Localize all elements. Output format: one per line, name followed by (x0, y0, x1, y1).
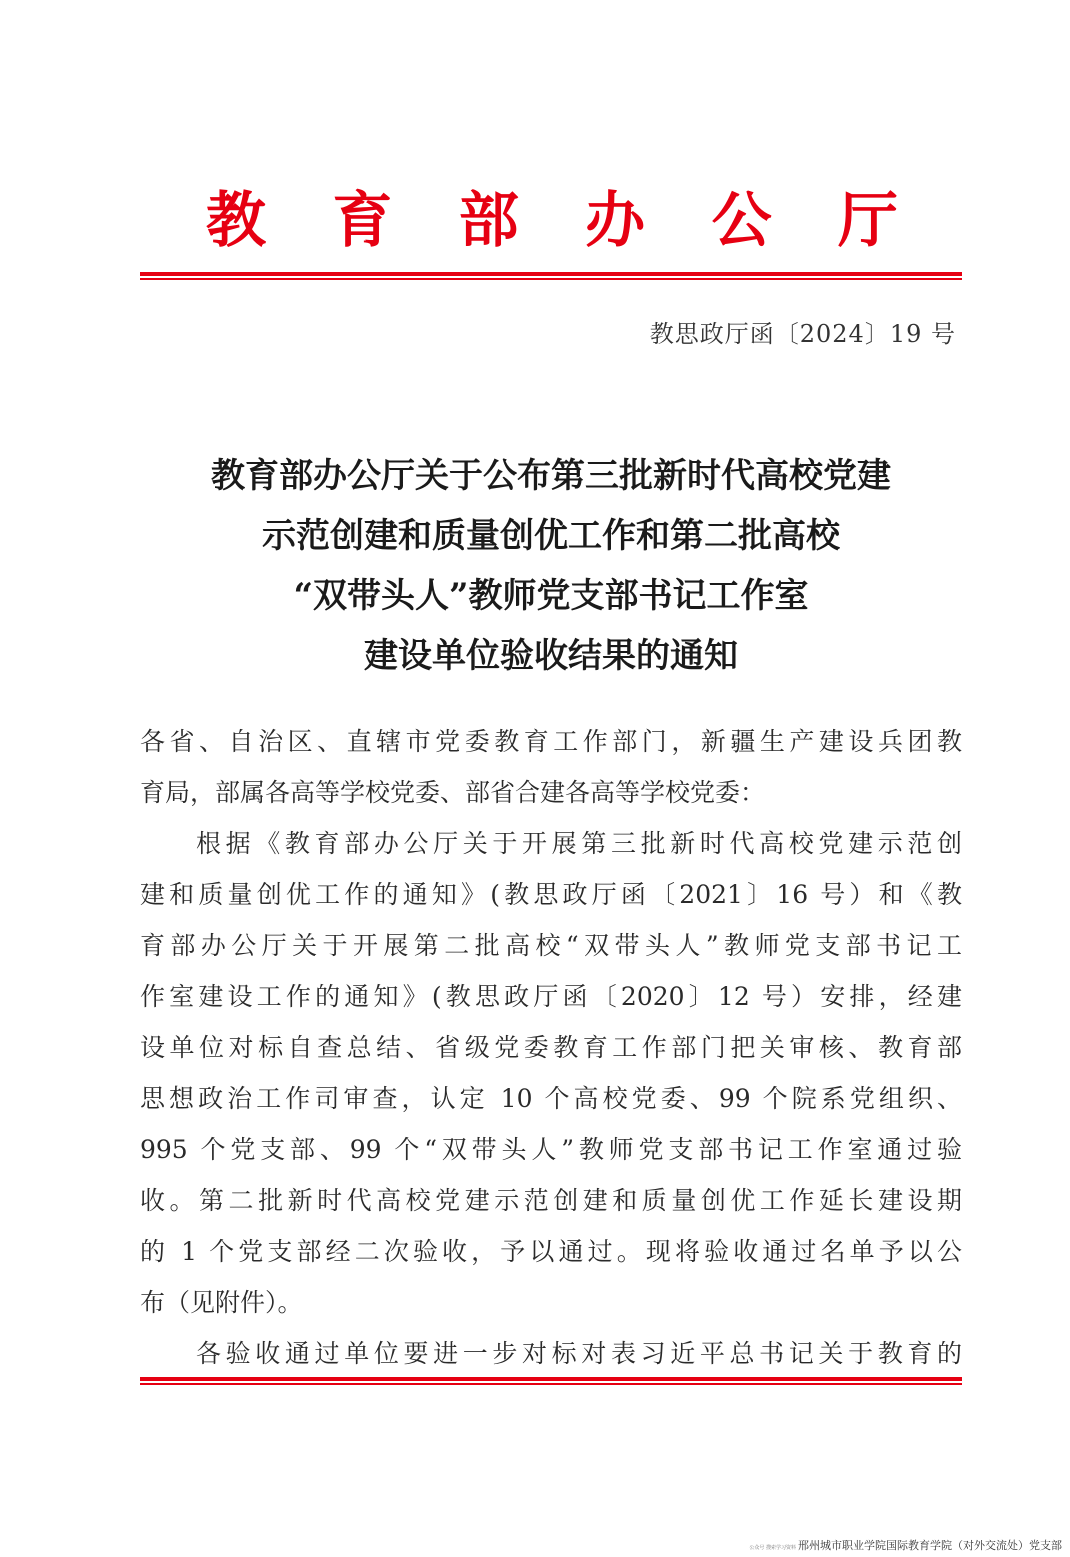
body-line: 作室建设工作的通知》(教思政厅函〔2020〕12 号）安排，经建 (140, 982, 962, 1011)
footer-divider (140, 1377, 962, 1385)
body-line: 各验收通过单位要进一步对标对表习近平总书记关于教育的 (196, 1339, 962, 1368)
letterhead-char: 部 (458, 186, 519, 256)
body-line: 布（见附件）。 (140, 1288, 303, 1317)
document-title (140, 446, 962, 686)
body-line: 育局，部属各高等学校党委、部省合建各高等学校党委： (140, 778, 766, 807)
body-line: 995 个党支部、99 个“双带头人”教师党支部书记工作室通过验 (140, 1135, 962, 1164)
divider-thick-line (140, 1377, 962, 1381)
footer-watermark (749, 1537, 1062, 1553)
body-line: 的 1 个党支部经二次验收，予以通过。现将验收通过名单予以公 (140, 1237, 962, 1266)
divider-thin-line (140, 278, 962, 280)
body-line: 思想政治工作司审查，认定 10 个高校党委、99 个院系党组织、 (140, 1084, 962, 1113)
watermark-small-text: 公众号 搜索学习资料 (749, 1545, 796, 1551)
letterhead-char: 厅 (837, 186, 898, 256)
document-body (140, 716, 962, 1379)
body-line: 收。第二批新时代高校党建示范创建和质量创优工作延长建设期 (140, 1186, 962, 1215)
watermark-text: 邢州城市职业学院国际教育学院（对外交流处）党支部 (798, 1539, 1062, 1552)
title-line: 建设单位验收结果的通知 (364, 636, 738, 676)
body-line: 设单位对标自查总结、省级党委教育工作部门把关审核、教育部 (140, 1033, 962, 1062)
letterhead-divider (140, 272, 962, 280)
letterhead-title (140, 176, 960, 256)
divider-thin-line (140, 1383, 962, 1385)
letterhead-char: 公 (711, 186, 772, 256)
body-line: 各省、自治区、直辖市党委教育工作部门，新疆生产建设兵团教 (140, 727, 962, 756)
body-line: 根据《教育部办公厅关于开展第三批新时代高校党建示范创 (196, 829, 962, 858)
letterhead-char: 办 (585, 186, 646, 256)
letterhead-char: 教 (206, 186, 266, 256)
letterhead-char: 育 (332, 186, 393, 256)
document-number: 教思政厅函〔2024〕19 号 (649, 320, 956, 348)
body-line: 建和质量创优工作的通知》(教思政厅函〔2021〕16 号）和《教 (140, 880, 962, 909)
body-line: 育部办公厅关于开展第二批高校“双带头人”教师党支部书记工 (140, 931, 962, 960)
divider-thick-line (140, 272, 962, 276)
title-line: 教育部办公厅关于公布第三批新时代高校党建 (211, 456, 891, 496)
title-line: 示范创建和质量创优工作和第二批高校 (262, 516, 840, 556)
title-line: “双带头人”教师党支部书记工作室 (293, 576, 809, 616)
